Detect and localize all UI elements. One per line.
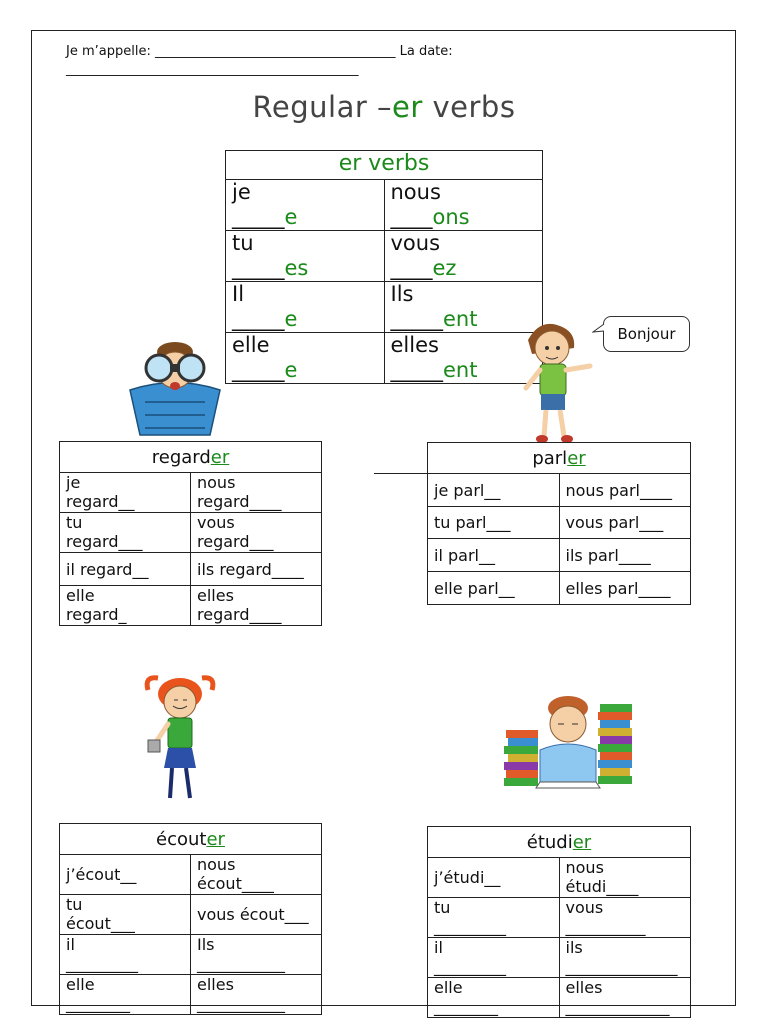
table-cell: elle _____e bbox=[226, 333, 385, 384]
title-suffix: verbs bbox=[422, 90, 516, 124]
table-cell: vous ____ez bbox=[384, 231, 543, 282]
er-verbs-table bbox=[225, 150, 543, 384]
page-title bbox=[0, 90, 768, 124]
table-cell: tu _____es bbox=[226, 231, 385, 282]
table-cell: Ils _____ent bbox=[384, 282, 543, 333]
speech-bubble-tail bbox=[592, 322, 606, 336]
girl-music-illustration bbox=[140, 672, 220, 807]
boy-studying-illustration bbox=[500, 690, 636, 800]
table-cell: je _____e bbox=[226, 180, 385, 231]
table-cell: elles _____ent bbox=[384, 333, 543, 384]
table-row: il parl__ ils parl____ bbox=[428, 539, 691, 572]
title-prefix: Regular – bbox=[252, 90, 392, 124]
table-row bbox=[226, 231, 543, 282]
verb-header: parler bbox=[428, 443, 691, 474]
table-row bbox=[226, 333, 543, 384]
table-row: il _________ ils ______________ bbox=[428, 938, 691, 978]
etudier-table bbox=[427, 826, 691, 1018]
ecouter-table bbox=[59, 823, 322, 1015]
table-row: il _________ Ils ___________ bbox=[60, 935, 322, 975]
table-cell: nous ____ons bbox=[384, 180, 543, 231]
table-row: tu regard___ vous regard___ bbox=[60, 513, 322, 553]
title-highlight: er bbox=[392, 90, 423, 124]
table-row: tu parl___ vous parl___ bbox=[428, 507, 691, 539]
name-label: Je m’appelle: bbox=[66, 44, 151, 59]
verb-header: étudier bbox=[428, 827, 691, 858]
speech-bubble: Bonjour bbox=[603, 316, 690, 352]
parler-table bbox=[427, 442, 691, 605]
er-verbs-header: er verbs bbox=[226, 151, 543, 180]
date-blank[interactable]: _____________________________________________ bbox=[66, 62, 359, 77]
table-row: elle ________ elles _____________ bbox=[428, 978, 691, 1018]
table-row: tu _________ vous __________ bbox=[428, 898, 691, 938]
table-row: je parl__ nous parl____ bbox=[428, 474, 691, 507]
table-row: elle ________ elles ___________ bbox=[60, 975, 322, 1015]
verb-header: regarder bbox=[60, 442, 322, 473]
table-row: elle regard_ elles regard____ bbox=[60, 586, 322, 626]
table-cell: Il _____e bbox=[226, 282, 385, 333]
boy-binoculars-illustration bbox=[115, 340, 235, 438]
table-row bbox=[226, 180, 543, 231]
table-row: elle parl__ elles parl____ bbox=[428, 572, 691, 605]
header-name-row bbox=[66, 44, 453, 59]
verb-header: écouter bbox=[60, 824, 322, 855]
table-row bbox=[226, 282, 543, 333]
divider-line bbox=[374, 473, 428, 474]
table-row: il regard__ ils regard____ bbox=[60, 553, 322, 586]
table-row: je regard__ nous regard____ bbox=[60, 473, 322, 513]
date-label: La date: bbox=[399, 44, 453, 59]
table-row: tu écout___ vous écout___ bbox=[60, 895, 322, 935]
regarder-table bbox=[59, 441, 322, 626]
table-row: j’écout__ nous écout____ bbox=[60, 855, 322, 895]
name-blank[interactable]: _____________________________________ bbox=[154, 44, 396, 59]
boy-waving-illustration bbox=[518, 318, 596, 448]
table-row: j’étudi__ nous étudi____ bbox=[428, 858, 691, 898]
